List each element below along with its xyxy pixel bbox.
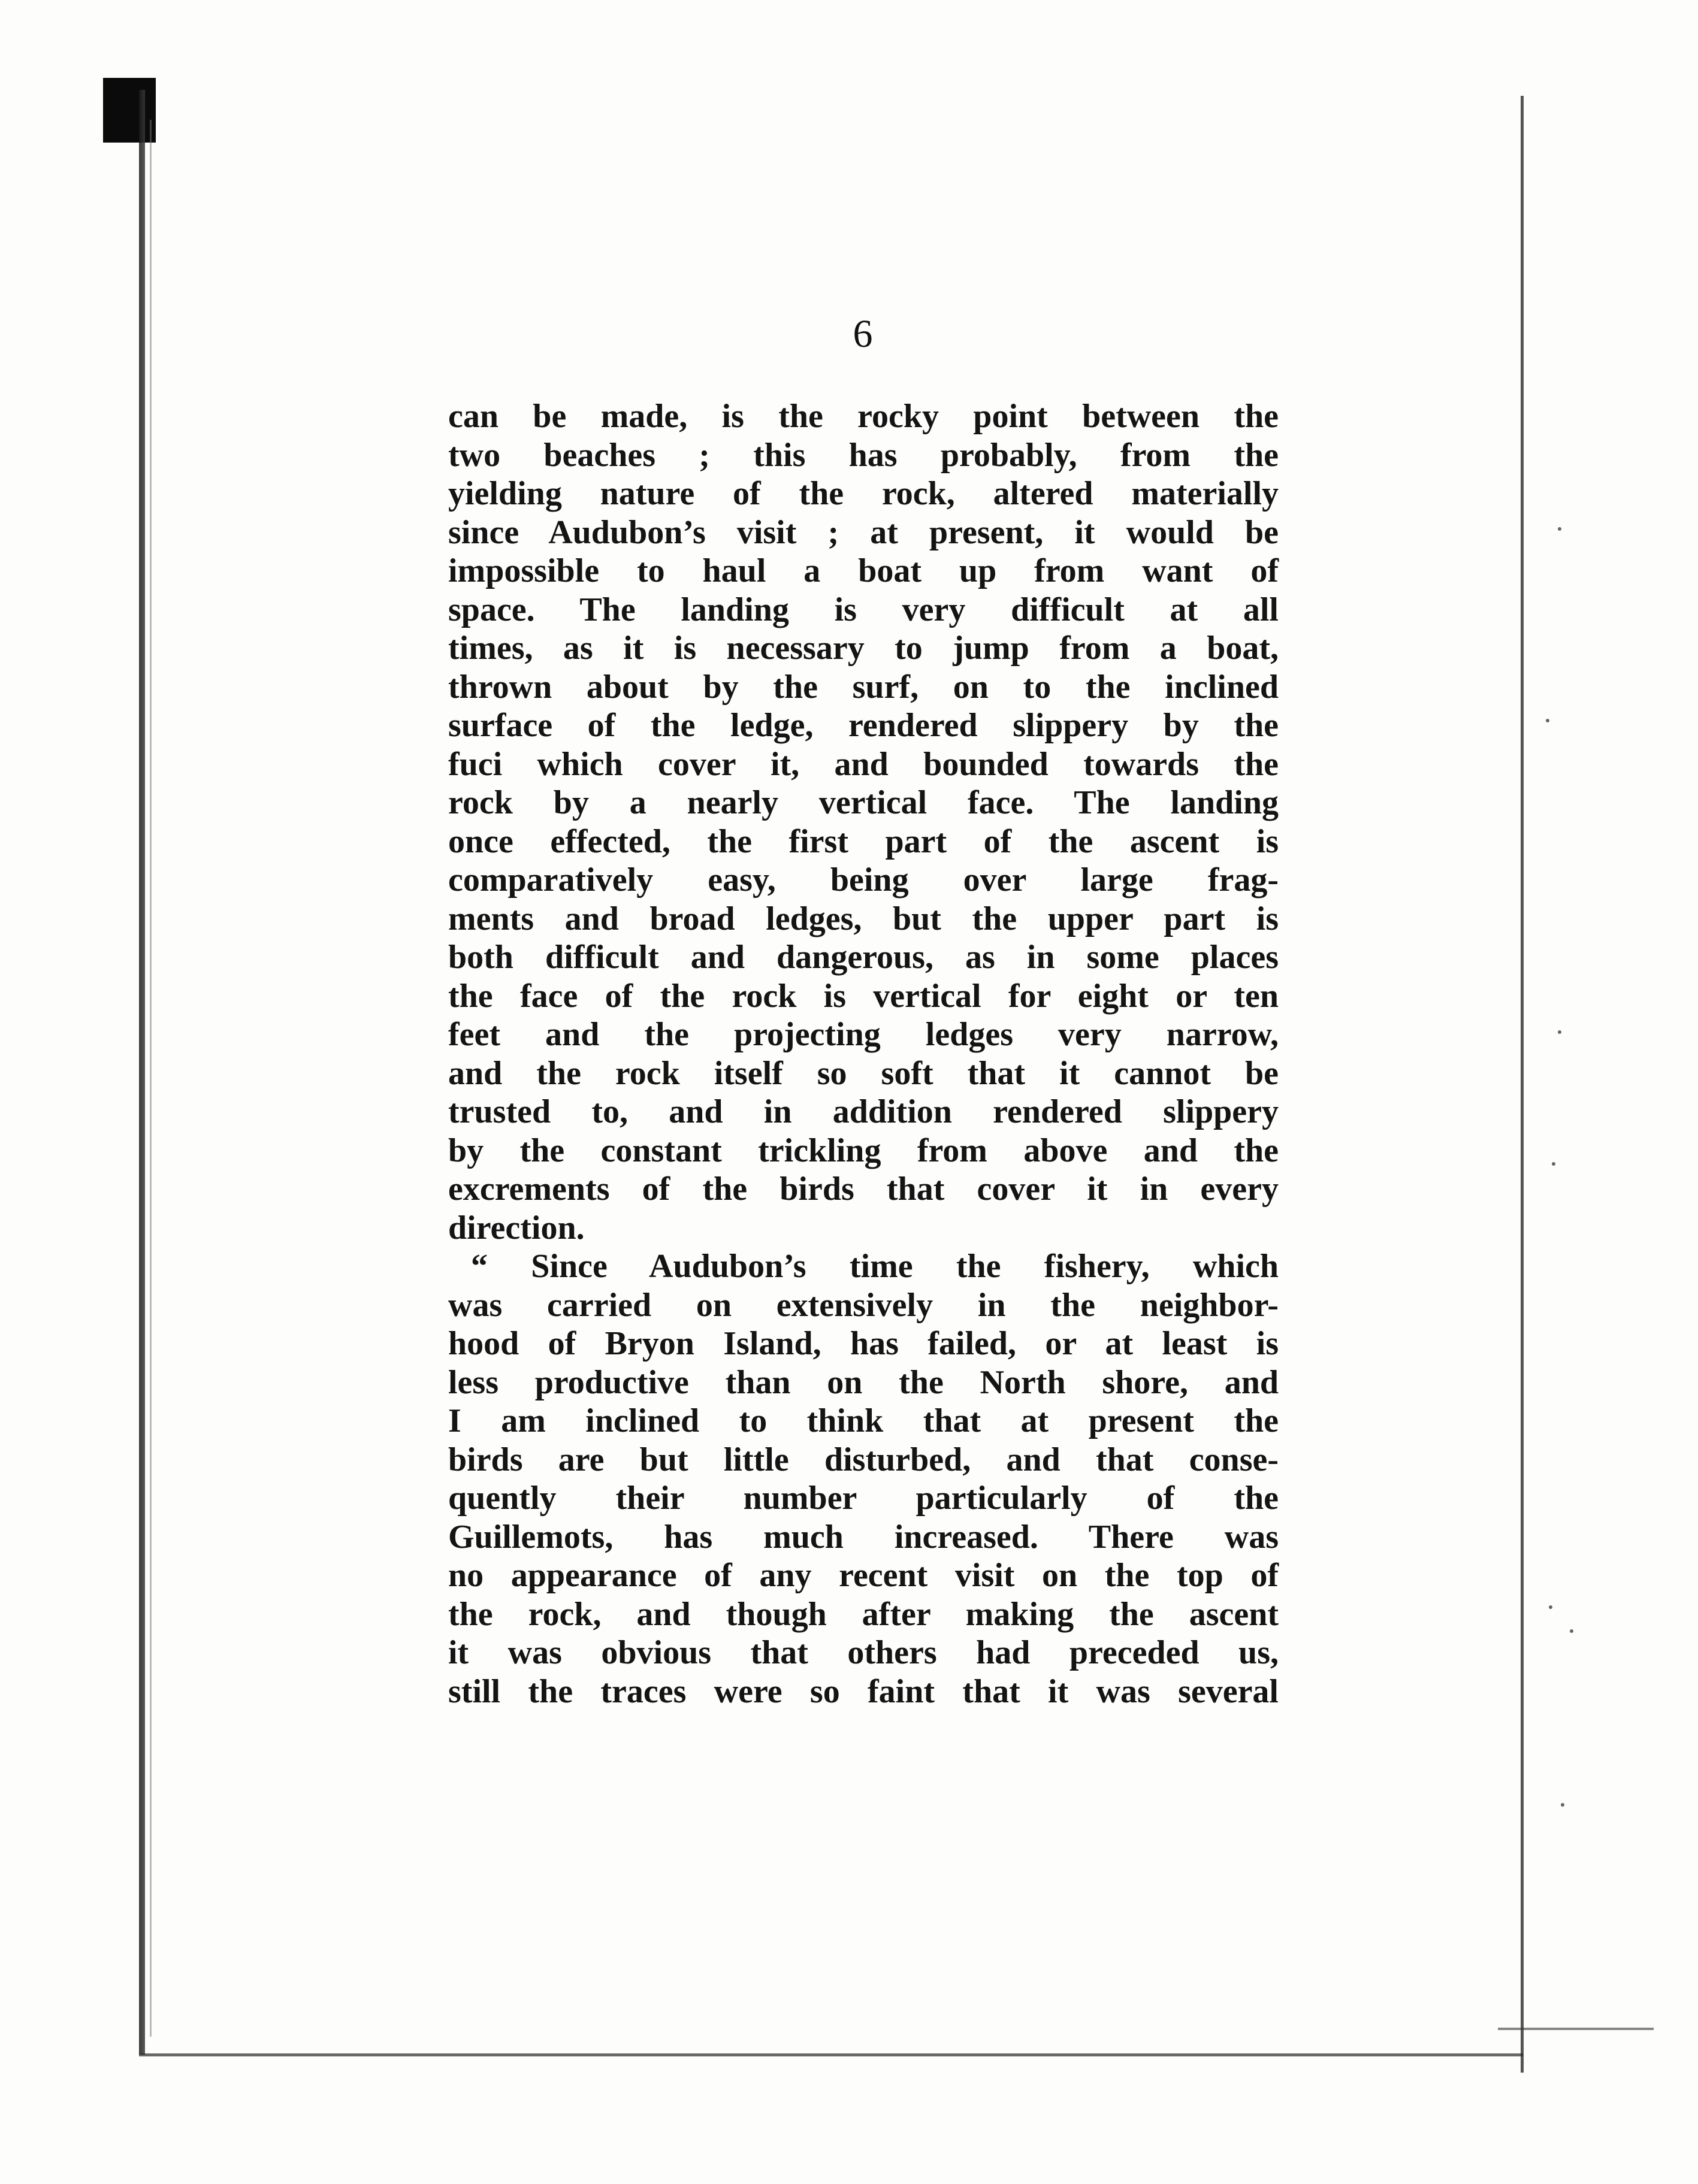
text-line: since Audubon’s visit ; at present, it would be [448, 513, 1279, 551]
text-line: yielding nature of the rock, altered materially [448, 475, 1279, 512]
text-line: the rock, and though after making the ascent [448, 1595, 1279, 1633]
page-number: 6 [853, 312, 873, 356]
text-line: ments and broad ledges, but the upper part is [448, 900, 1279, 937]
page-bottom-edge-mark [1498, 2028, 1654, 2030]
text-line: feet and the projecting ledges very narrow, [448, 1016, 1279, 1053]
text-line: surface of the ledge, rendered slippery by the [448, 707, 1279, 744]
text-line: by the constant trickling from above and the [448, 1132, 1279, 1169]
text-line: “ Since Audubon’s time the fishery, which [471, 1248, 1279, 1285]
scan-speck [1546, 719, 1549, 722]
text-line: once effected, the first part of the ascent is [448, 822, 1279, 860]
scan-corner-mark [103, 78, 156, 143]
text-line: comparatively easy, being over large frag- [448, 861, 1279, 899]
scan-speck [1549, 1605, 1552, 1609]
page-left-edge [139, 90, 145, 2055]
text-line: two beaches ; this has probably, from the [448, 436, 1279, 474]
scan-speck [1570, 1629, 1573, 1633]
text-line: I am inclined to think that at present the [448, 1402, 1279, 1439]
text-line: thrown about by the surf, on to the inclined [448, 668, 1279, 706]
text-line: can be made, is the rocky point between the [448, 398, 1279, 435]
text-line: quently their number particularly of the [448, 1480, 1279, 1517]
scan-speck [1552, 1162, 1555, 1166]
page-left-edge-shadow [150, 120, 152, 2037]
text-line: fuci which cover it, and bounded towards the [448, 745, 1279, 783]
page-right-edge [1521, 96, 1524, 2073]
text-line: rock by a nearly vertical face. The landing [448, 784, 1279, 821]
body-text [448, 397, 1279, 1711]
text-line: less productive than on the North shore, and [448, 1363, 1279, 1401]
text-line: trusted to, and in addition rendered slippery [448, 1093, 1279, 1130]
text-line: hood of Bryon Island, has failed, or at least is [448, 1325, 1279, 1362]
text-line: was carried on extensively in the neighbor- [448, 1286, 1279, 1324]
text-line: both difficult and dangerous, as in some places [448, 939, 1279, 976]
text-line: no appearance of any recent visit on the top of [448, 1557, 1279, 1594]
text-line: direction. [448, 1209, 585, 1247]
scan-speck [1558, 527, 1561, 531]
scan-speck [1561, 1803, 1564, 1807]
text-line: and the rock itself so soft that it cannot be [448, 1054, 1279, 1092]
text-line: Guillemots, has much increased. There was [448, 1518, 1279, 1556]
text-line: impossible to haul a boat up from want of [448, 552, 1279, 589]
text-line: space. The landing is very difficult at all [448, 591, 1279, 628]
scan-speck [1558, 1030, 1561, 1034]
text-line: the face of the rock is vertical for eight or ten [448, 977, 1279, 1015]
text-line: excrements of the birds that cover it in every [448, 1170, 1279, 1208]
text-line: times, as it is necessary to jump from a boat, [448, 630, 1279, 667]
page-bottom-edge [139, 2053, 1523, 2056]
text-line: still the traces were so faint that it was several [448, 1672, 1279, 1710]
text-line: birds are but little disturbed, and that conse- [448, 1441, 1279, 1478]
text-line: it was obvious that others had preceded us, [448, 1634, 1279, 1671]
